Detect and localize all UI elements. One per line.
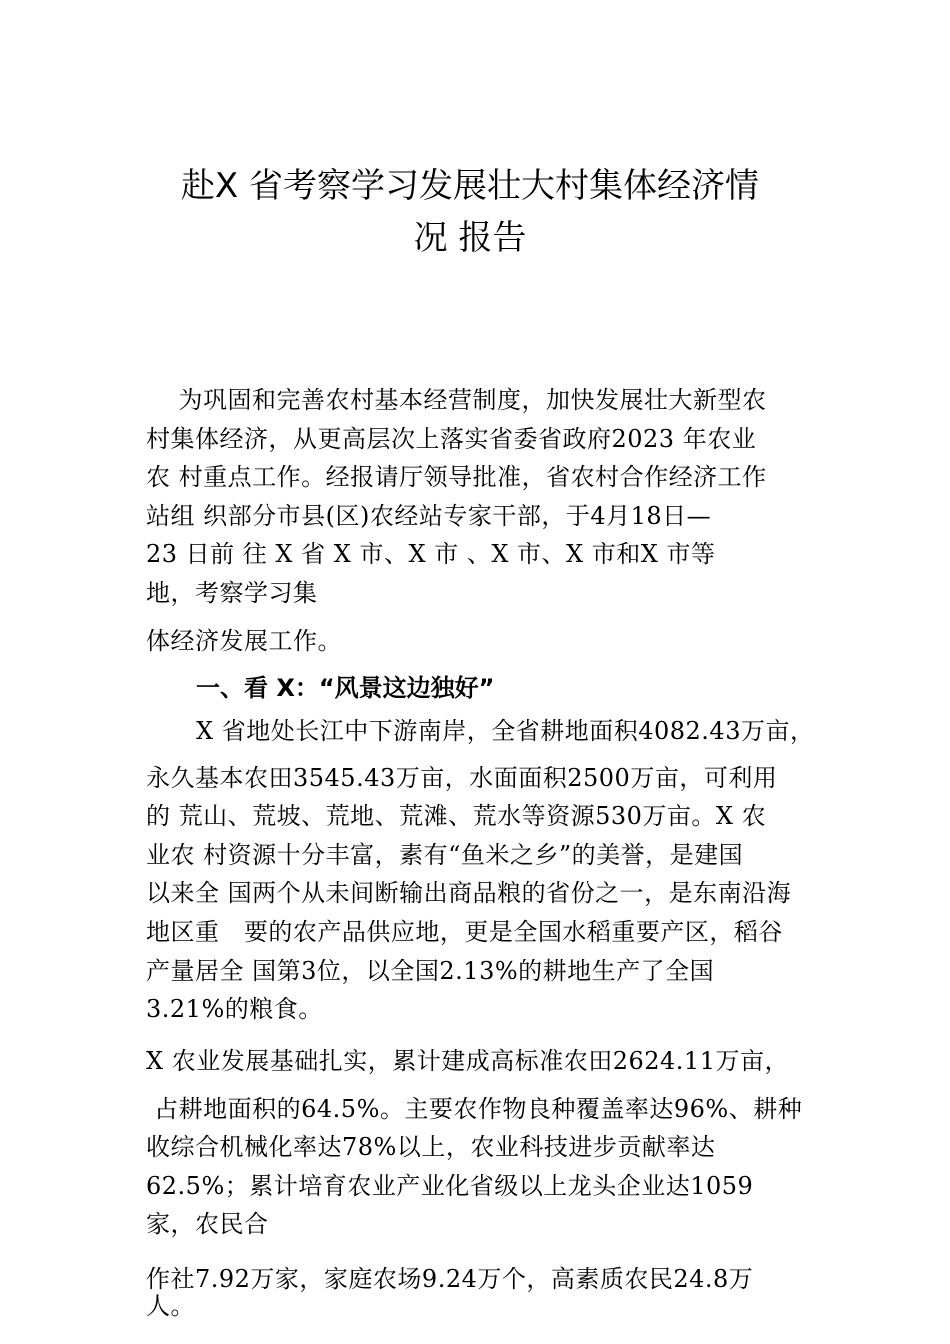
document-title-line-1: 赴X 省考察学习发展壮大村集体经济情 xyxy=(180,166,760,206)
section-heading-1: 一、看 X：“风景这边独好” xyxy=(196,674,495,702)
paragraph-3-line-4: 62.5%；累计培育农业产业化省级以上龙头企业达1059 xyxy=(146,1172,754,1200)
paragraph-2-line-6: 地区重 要的农产品供应地，更是全国水稻重要产区，稻谷 xyxy=(146,918,783,946)
paragraph-2-line-7: 产量居全 国第3位，以全国2.13%的耕地生产了全国 xyxy=(146,957,715,985)
paragraph-3-line-7: 人。 xyxy=(146,1292,195,1320)
paragraph-2-line-8: 3.21%的粮食。 xyxy=(146,995,323,1023)
paragraph-1-line-3: 农 村重点工作。经报请厅领导批准，省农村合作经济工作 xyxy=(146,463,767,491)
paragraph-1-line-6: 地，考察学习集 xyxy=(146,579,318,607)
paragraph-3-line-1: X 农业发展基础扎实，累计建成高标准农田2624.11万亩， xyxy=(146,1047,789,1075)
paragraph-1-line-5: 23 日前 往 X 省 X 市、X 市 、X 市、X 市和X 市等 xyxy=(146,540,716,568)
paragraph-3-line-5: 家，农民合 xyxy=(146,1210,269,1238)
paragraph-1-line-4: 站组 织部分市县(区)农经站专家干部，于4月18日— xyxy=(146,502,712,530)
paragraph-3-line-2: 占耕地面积的64.5%。主要农作物良种覆盖率达96%、耕种 xyxy=(146,1095,803,1123)
paragraph-1-line-7: 体经济发展工作。 xyxy=(146,627,342,655)
paragraph-2-line-3: 的 荒山、荒坡、荒地、荒滩、荒水等资源530万亩。X 农 xyxy=(146,802,767,830)
document-title-line-2: 况 报告 xyxy=(413,218,527,258)
paragraph-2-line-4: 业农 村资源十分丰富，素有“鱼米之乡”的美誉，是建国 xyxy=(146,841,744,869)
paragraph-2-line-5: 以来全 国两个从未间断输出商品粮的省份之一，是东南沿海 xyxy=(146,879,792,907)
paragraph-3-line-6: 作社7.92万家，家庭农场9.24万个，高素质农民24.8万 xyxy=(146,1265,754,1293)
paragraph-2-line-1: X 省地处长江中下游南岸，全省耕地面积4082.43万亩， xyxy=(196,717,815,745)
paragraph-3-line-3: 收综合机械化率达78%以上，农业科技进步贡献率达 xyxy=(146,1133,716,1161)
paragraph-1-line-1: 为巩固和完善农村基本经营制度，加快发展壮大新型农 xyxy=(146,386,767,414)
paragraph-1-line-2: 村集体经济，从更高层次上落实省委省政府2023 年农业 xyxy=(146,425,757,453)
paragraph-2-line-2: 永久基本农田3545.43万亩，水面面积2500万亩，可利用 xyxy=(146,764,778,792)
